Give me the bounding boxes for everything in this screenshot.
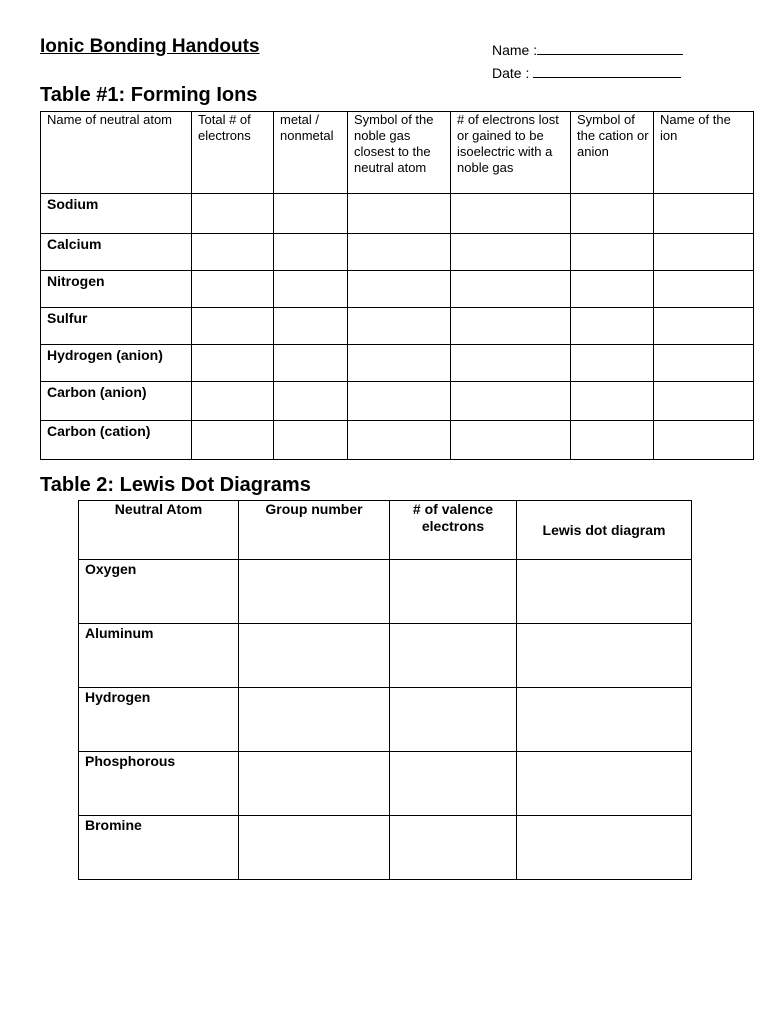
answer-cell[interactable] (517, 688, 692, 752)
answer-cell[interactable] (571, 234, 654, 271)
name-field[interactable] (492, 41, 683, 58)
answer-cell[interactable] (239, 688, 390, 752)
answer-cell[interactable] (239, 816, 390, 880)
answer-cell[interactable] (390, 688, 517, 752)
answer-cell[interactable] (274, 271, 348, 308)
answer-cell[interactable] (390, 816, 517, 880)
answer-cell[interactable] (654, 345, 754, 382)
atom-name-cell: Carbon (anion) (41, 382, 192, 421)
name-blank-line[interactable] (537, 41, 683, 55)
answer-cell[interactable] (517, 624, 692, 688)
answer-cell[interactable] (390, 560, 517, 624)
atom-name-cell: Hydrogen (anion) (41, 345, 192, 382)
answer-cell[interactable] (571, 308, 654, 345)
column-header: metal / nonmetal (274, 112, 348, 194)
column-header: Lewis dot diagram (517, 501, 692, 560)
answer-cell[interactable] (390, 752, 517, 816)
answer-cell[interactable] (451, 421, 571, 460)
atom-name-cell: Bromine (79, 816, 239, 880)
answer-cell[interactable] (192, 194, 274, 234)
table-row (41, 308, 754, 345)
atom-name-cell: Nitrogen (41, 271, 192, 308)
answer-cell[interactable] (571, 271, 654, 308)
answer-cell[interactable] (239, 752, 390, 816)
table-row (41, 421, 754, 460)
column-header: Name of neutral atom (41, 112, 192, 194)
answer-cell[interactable] (348, 194, 451, 234)
table-header-row (79, 501, 692, 560)
page-title: Ionic Bonding Handouts (40, 36, 260, 57)
answer-cell[interactable] (390, 624, 517, 688)
table-row (79, 816, 692, 880)
answer-cell[interactable] (654, 234, 754, 271)
table-row (79, 688, 692, 752)
date-field[interactable] (492, 64, 681, 81)
answer-cell[interactable] (348, 308, 451, 345)
answer-cell[interactable] (274, 234, 348, 271)
answer-cell[interactable] (348, 271, 451, 308)
answer-cell[interactable] (192, 271, 274, 308)
answer-cell[interactable] (571, 382, 654, 421)
answer-cell[interactable] (571, 421, 654, 460)
date-blank-line[interactable] (533, 64, 681, 78)
answer-cell[interactable] (451, 271, 571, 308)
answer-cell[interactable] (192, 234, 274, 271)
atom-name-cell: Phosphorous (79, 752, 239, 816)
name-label: Name : (492, 42, 538, 58)
answer-cell[interactable] (348, 345, 451, 382)
answer-cell[interactable] (274, 308, 348, 345)
answer-cell[interactable] (192, 345, 274, 382)
atom-name-cell: Oxygen (79, 560, 239, 624)
answer-cell[interactable] (239, 624, 390, 688)
table1-title: Table #1: Forming Ions (40, 84, 258, 106)
table-row (79, 624, 692, 688)
column-header: Neutral Atom (79, 501, 239, 560)
answer-cell[interactable] (517, 752, 692, 816)
answer-cell[interactable] (192, 421, 274, 460)
lewis-dot-table (78, 500, 692, 880)
answer-cell[interactable] (239, 560, 390, 624)
atom-name-cell: Sodium (41, 194, 192, 234)
answer-cell[interactable] (274, 421, 348, 460)
answer-cell[interactable] (274, 382, 348, 421)
answer-cell[interactable] (451, 345, 571, 382)
column-header: Symbol of the noble gas closest to the neutral atom (348, 112, 451, 194)
atom-name-cell: Calcium (41, 234, 192, 271)
table-row (41, 194, 754, 234)
answer-cell[interactable] (451, 382, 571, 421)
answer-cell[interactable] (654, 271, 754, 308)
table-header-row (41, 112, 754, 194)
column-header: Group number (239, 501, 390, 560)
forming-ions-table (40, 111, 754, 460)
answer-cell[interactable] (274, 194, 348, 234)
column-header: # of valence electrons (390, 501, 517, 560)
answer-cell[interactable] (274, 345, 348, 382)
atom-name-cell: Aluminum (79, 624, 239, 688)
answer-cell[interactable] (654, 194, 754, 234)
answer-cell[interactable] (348, 234, 451, 271)
table2-title: Table 2: Lewis Dot Diagrams (40, 474, 311, 496)
column-header: Name of the ion (654, 112, 754, 194)
answer-cell[interactable] (451, 194, 571, 234)
answer-cell[interactable] (654, 382, 754, 421)
table-row (41, 345, 754, 382)
atom-name-cell: Sulfur (41, 308, 192, 345)
answer-cell[interactable] (517, 816, 692, 880)
table-row (41, 234, 754, 271)
table-row (41, 271, 754, 308)
answer-cell[interactable] (451, 308, 571, 345)
atom-name-cell: Hydrogen (79, 688, 239, 752)
answer-cell[interactable] (451, 234, 571, 271)
answer-cell[interactable] (192, 308, 274, 345)
answer-cell[interactable] (348, 421, 451, 460)
answer-cell[interactable] (348, 382, 451, 421)
answer-cell[interactable] (571, 194, 654, 234)
table-row (79, 560, 692, 624)
column-header: Total # of electrons (192, 112, 274, 194)
answer-cell[interactable] (654, 308, 754, 345)
answer-cell[interactable] (192, 382, 274, 421)
answer-cell[interactable] (517, 560, 692, 624)
table-row (41, 382, 754, 421)
atom-name-cell: Carbon (cation) (41, 421, 192, 460)
answer-cell[interactable] (654, 421, 754, 460)
column-header: # of electrons lost or gained to be isoelectric with a noble gas (451, 112, 571, 194)
date-label: Date : (492, 65, 530, 81)
answer-cell[interactable] (571, 345, 654, 382)
column-header: Symbol of the cation or anion (571, 112, 654, 194)
table-row (79, 752, 692, 816)
